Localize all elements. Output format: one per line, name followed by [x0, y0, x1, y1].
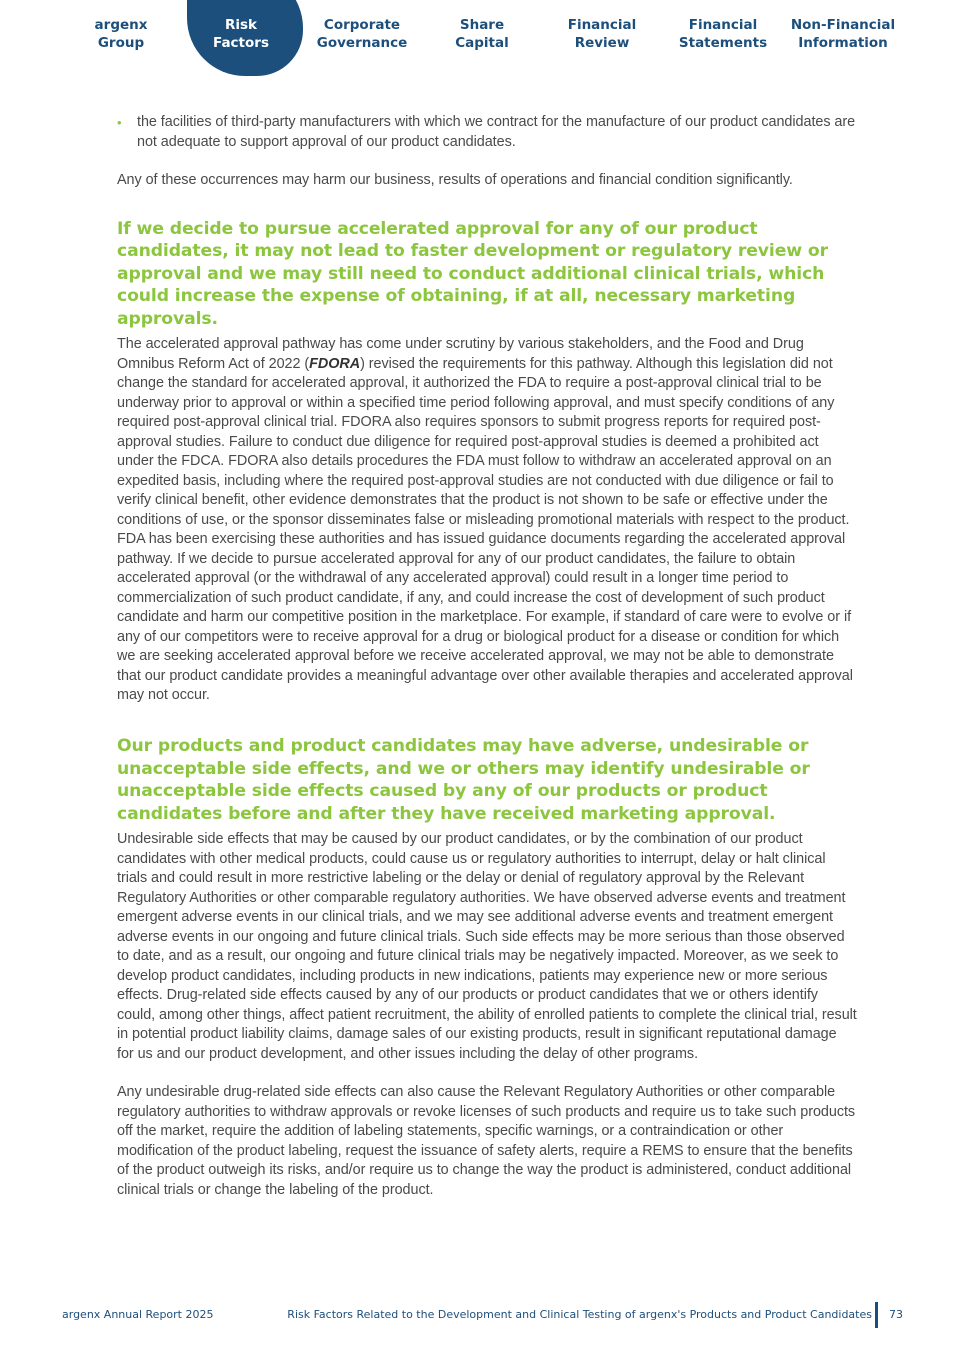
- nav-tab-label: Share: [459, 17, 505, 33]
- nav-tab-label: Governance: [316, 34, 408, 51]
- nav-tab-financial-statements[interactable]: [663, 17, 783, 52]
- defined-term: FDORA: [309, 355, 361, 372]
- paragraph-intro: Any of these occurrences may harm our business, results of operations and financial condition significantly.: [117, 172, 793, 188]
- bullet-text: the facilities of third-party manufacturers with which we contract for the manufacture of our product candidates are not adequate to support approval of our product candidates.: [137, 114, 856, 150]
- top-navigation: [0, 0, 964, 90]
- risk-heading-side-effects: Our products and product candidates may have adverse, undesirable or unacceptable side effects, and we or others may identify undesirable or unacceptable side effects caused by any of our products or product candidates before and after they have received marketing approval.: [117, 735, 810, 824]
- nav-tab-share-capital[interactable]: [422, 17, 542, 52]
- page-number: 73: [889, 1308, 903, 1321]
- nav-tab-label: Financial: [567, 17, 637, 33]
- paragraph-accelerated-approval: [117, 335, 857, 706]
- paragraph-side-effects: Undesirable side effects that may be caused by our product candidates, or by the combination of our product candidates with other medical products, could cause us or regulatory authorities to interrupt, delay or halt clinical trials and could result in more restrictive labeling or the delay or denial of regulatory approval by the Relevant Regulatory Authorities or other comparable regulatory authorities. We have observed adverse events and treatment emergent adverse events in our clinical trials, and we may see additional adverse events and treatment emergent adverse events in our ongoing and future clinical trials. Such side effects may be more serious than those observed to date, and as a result, our ongoing and future clinical trials may be negatively impacted. Moreover, as we seek to develop product candidates, including products in new indications, patients may experience new or more serious effects. Drug-related side effects caused by any of our products or product candidates that we or others identify could, among other things, affect patient recruitment, the ability of enrolled patients to complete the clinical trial, result in potential product liability claims, damage sales of our existing products, result in significant reputational damage for us and our product development, and other issues including the delay of other programs.: [117, 831, 857, 1062]
- footer-divider: [875, 1302, 878, 1328]
- footer-section-title: Risk Factors Related to the Development and Clinical Testing of argenx's Products and Product Candidates: [287, 1308, 872, 1321]
- paragraph-drug-related-effects: Any undesirable drug-related side effects can also cause the Relevant Regulatory Authorities or other comparable regulatory authorities to withdraw approvals or revoke licenses of such products and require us to take such products off the market, require the addition of labeling statements, specific warnings, or a contraindication or other modification of the product labeling, request the issuance of safety alerts, require a REMS to ensure that the benefits of the product outweigh its risks, and/or require us to change the way the product is administered, conduct additional clinical trials or change the labeling of the product.: [117, 1084, 856, 1198]
- paragraph-text: ) revised the requirements for this pathway. Although this legislation did not change the standard for accelerated approval, it authorized the FDA to require a post-approval clinical trial to be underway prior to approval or within a specified time period following approval, and must specify conditions of any required post-approval clinical trial. FDORA also requires sponsors to submit progress reports for required post-approval studies. Failure to conduct due diligence for required post-approval studies is deemed a prohibited act under the FDCA. FDORA also details procedures the FDA must follow to withdraw an accelerated approval on an expedited basis, including where the required post-approval studies are not conducted with due diligence or fail to verify clinical benefit, other evidence demonstrates that the product is not shown to be safe or effective under the conditions of use, or the sponsor disseminates false or misleading promotional materials with respect to the product. FDA has been exercising these authorities and has issued guidance documents regarding the accelerated approval pathway. If we decide to pursue accelerated approval for any of our product candidates, the failure to obtain accelerated approval (or the withdrawal of any accelerated approval) could result in a longer time period to commercialization of such product candidate, if any, and could increase the cost of development of such product candidate and harm our competitive position in the marketplace. For example, if standard of care were to evolve or if any of our competitors were to receive approval for a drug or biological product for a disease or condition for which we are seeking accelerated approval before we receive accelerated approval, we may not be able to demonstrate that our product candidate provides a meaningful advantage over other available therapies and accelerated approval may not occur.: [117, 355, 853, 704]
- nav-tab-financial-review[interactable]: [542, 17, 662, 52]
- nav-tab-non-financial-information[interactable]: [783, 17, 903, 52]
- main-content: [117, 113, 857, 1200]
- bullet-item: [117, 113, 857, 152]
- nav-tab-label: Information: [798, 34, 888, 51]
- nav-tab-label: Financial: [688, 17, 758, 33]
- nav-tab-label: Risk: [224, 17, 258, 33]
- nav-tab-label: Factors: [213, 34, 269, 51]
- footer-report-title: argenx Annual Report 2025: [62, 1308, 214, 1321]
- nav-tab-corporate-governance[interactable]: [302, 17, 422, 52]
- nav-tab-label: Non-Financial: [790, 17, 896, 33]
- risk-heading-accelerated-approval: If we decide to pursue accelerated approval for any of our product candidates, it may not lead to faster development or regulatory review or approval and we may still need to conduct additional clinical trials, which could increase the expense of obtaining, if at all, necessary marketing approvals.: [117, 218, 828, 329]
- nav-tab-label: Statements: [678, 34, 768, 51]
- nav-tab-label: Group: [97, 34, 145, 51]
- nav-tab-label: Capital: [455, 34, 509, 51]
- nav-tab-label: Corporate: [323, 17, 401, 33]
- nav-tab-label: argenx: [94, 17, 148, 33]
- nav-tab-argenx-group[interactable]: [61, 17, 181, 52]
- nav-tab-label: Review: [574, 34, 630, 51]
- bullet-dot-icon: •: [117, 115, 122, 130]
- nav-tab-risk-factors[interactable]: [181, 17, 301, 52]
- paragraph-text: The accelerated approval pathway has come under scrutiny by various stakeholders, and the Food and Drug Omnibus Reform Act of 2022 (: [117, 336, 804, 372]
